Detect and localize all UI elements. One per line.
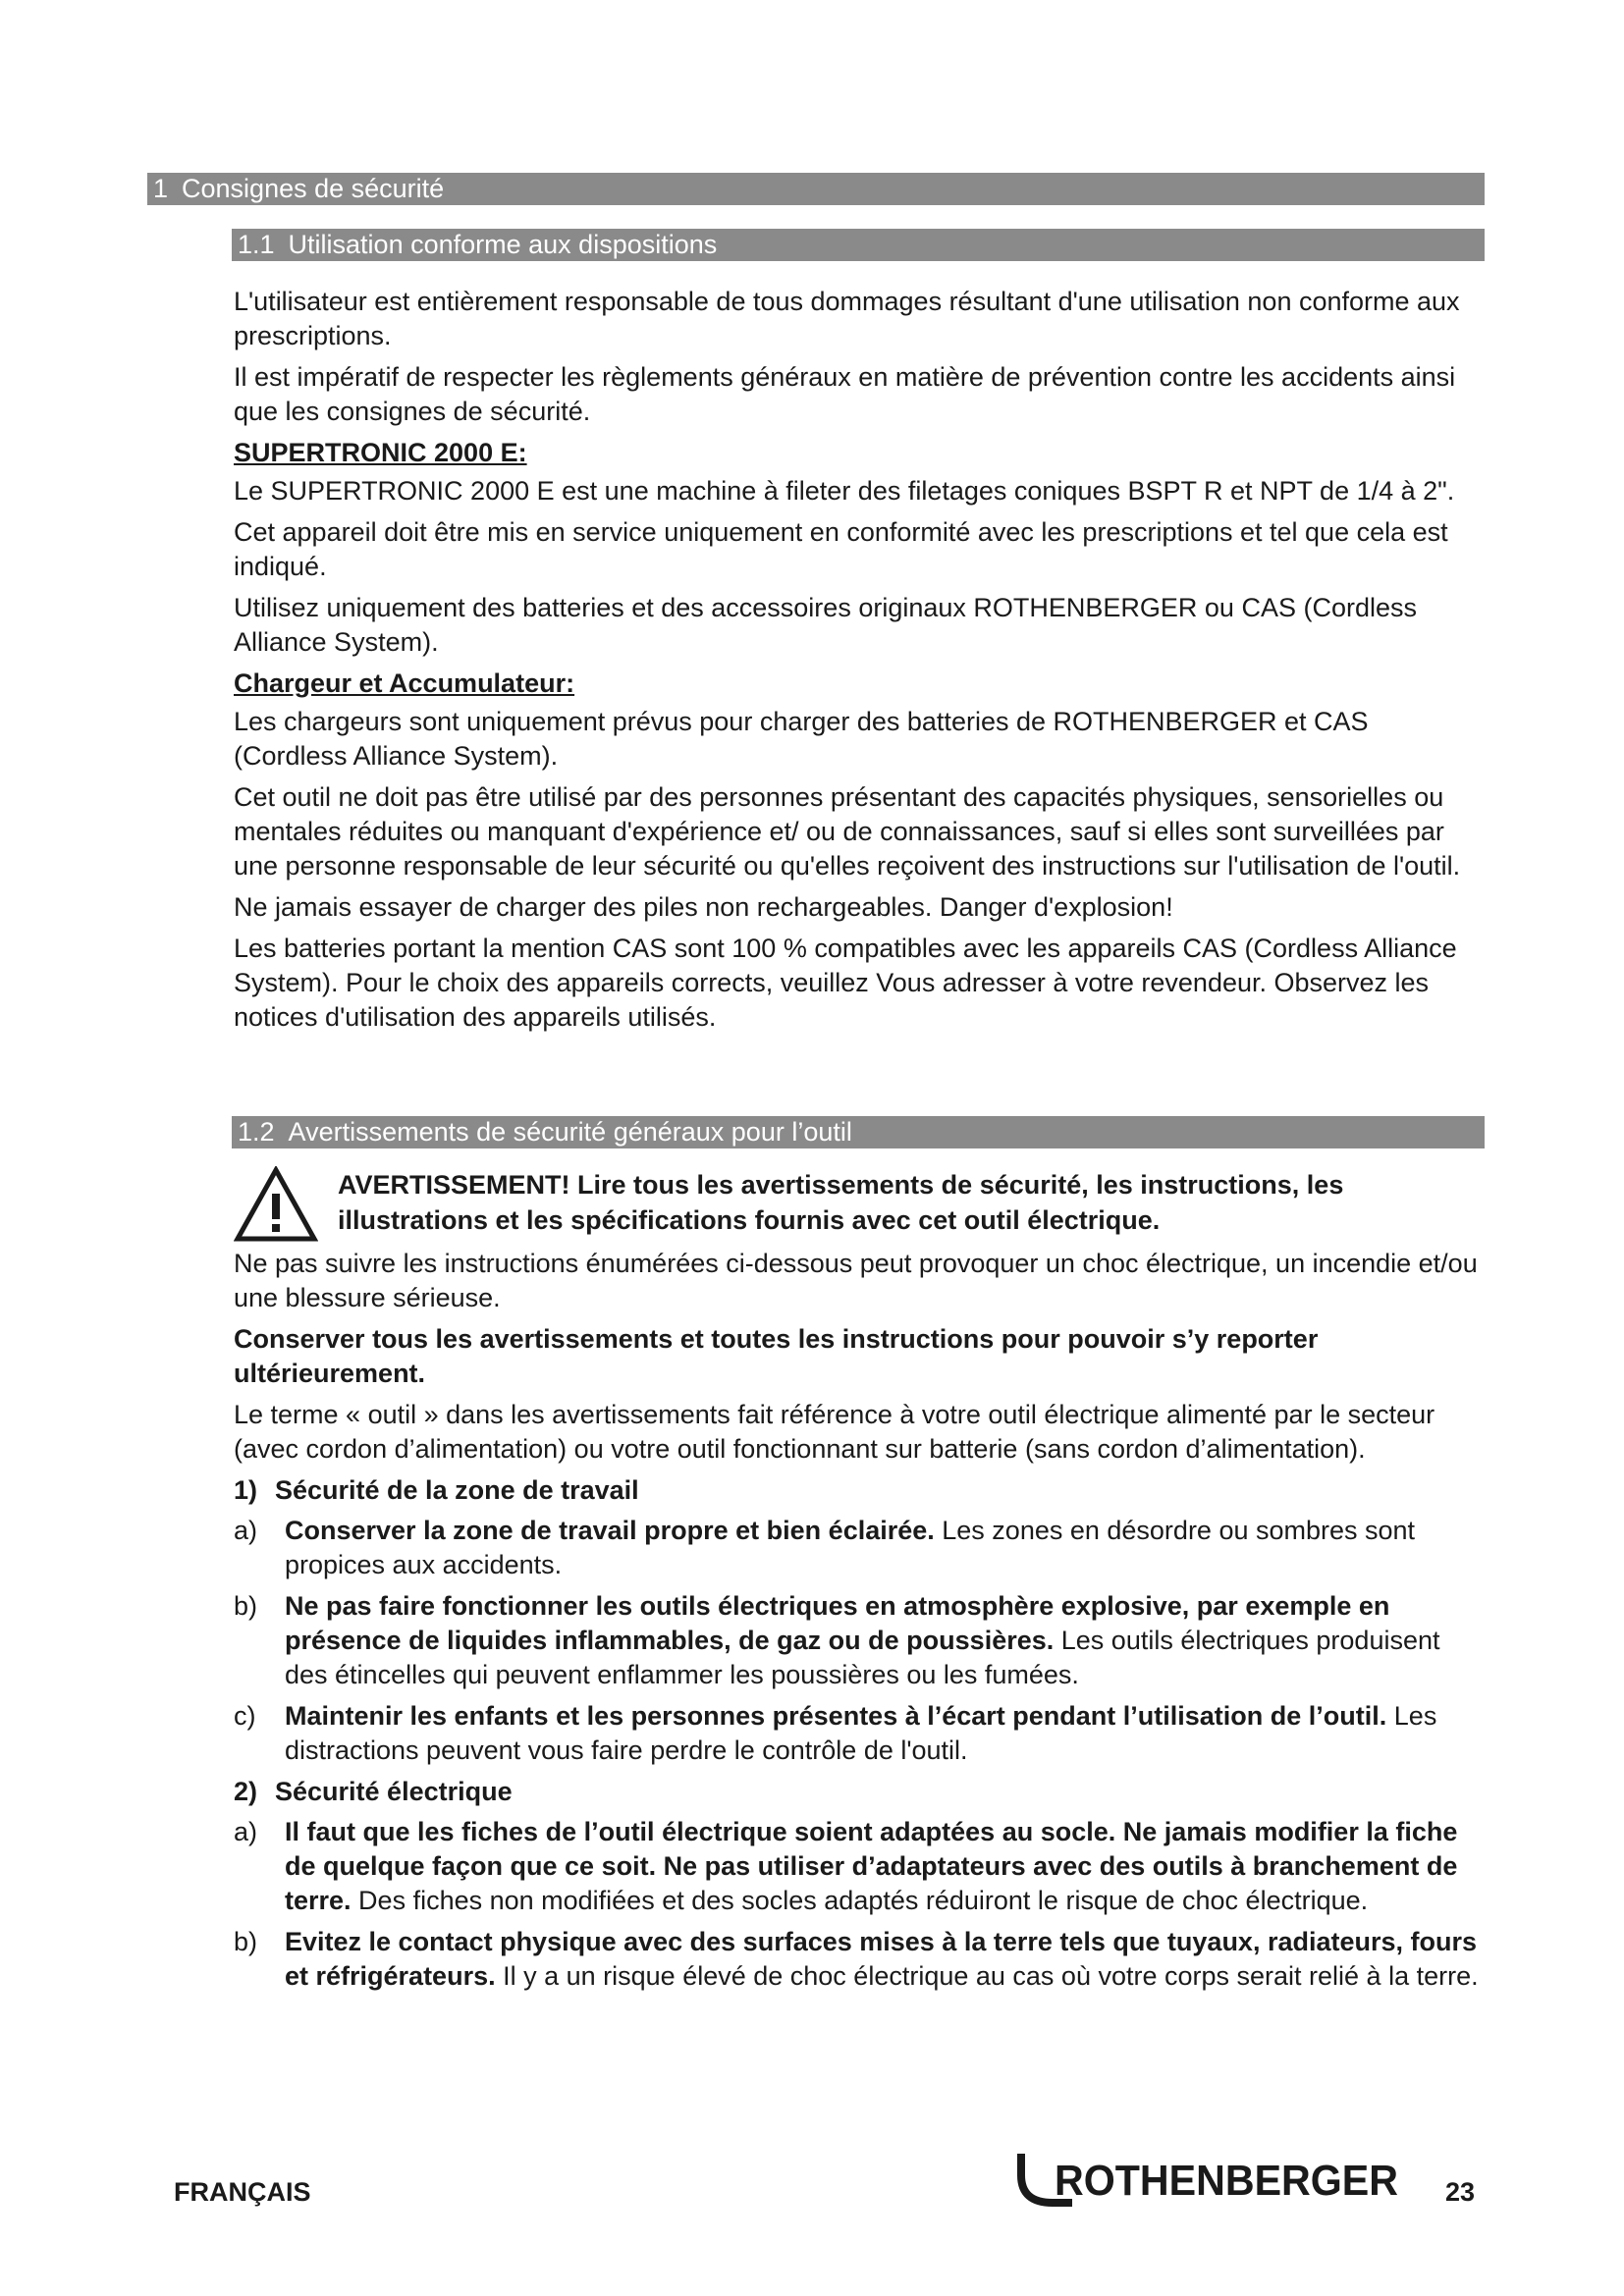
paragraph-bold: Conserver tous les avertissements et toutes les instructions pour pouvoir s’y reporter ultérieurement. <box>234 1324 1319 1388</box>
list-item-bold: Evitez le contact physique avec des surfaces mises à la terre tels que tuyaux, radiateurs, fours et réfrigérateurs. <box>285 1927 1478 1991</box>
section-number: 1.1 <box>238 230 275 259</box>
list-marker: a) <box>234 1817 258 1846</box>
section-1-1-body <box>234 285 1481 1041</box>
subsection-title: Sécurité électrique <box>275 1777 513 1806</box>
paragraph: Le terme « outil » dans les avertissements fait référence à votre outil électrique alimenté par le secteur (avec cordon d’alimentation) ou votre outil fonctionnant sur batterie (sans cordon d’alimentation). <box>234 1400 1435 1464</box>
list-item-bold: Conserver la zone de travail propre et bien éclairée. <box>285 1516 935 1545</box>
section-1-2-body <box>234 1247 1481 2001</box>
list-item <box>234 1514 1481 1582</box>
section-1-1-header <box>232 229 1485 261</box>
list-marker: b) <box>234 1591 258 1621</box>
subheading-chargeur: Chargeur et Accumulateur: <box>234 668 575 698</box>
subheading-supertronic: SUPERTRONIC 2000 E: <box>234 438 527 467</box>
list-item <box>234 1815 1481 1918</box>
paragraph: Il est impératif de respecter les règlements généraux en matière de prévention contre les accidents ainsi que les consignes de sécurité. <box>234 362 1456 426</box>
list-item <box>234 1699 1481 1768</box>
list-item-text: Des fiches non modifiées et des socles adaptés réduiront le risque de choc électrique. <box>351 1886 1369 1915</box>
warning-block <box>234 1166 1481 1243</box>
list-item-text: Les distractions peuvent vous faire perdre le contrôle de l'outil. <box>285 1701 1437 1765</box>
paragraph: Ne jamais essayer de charger des piles non rechargeables. Danger d'explosion! <box>234 892 1173 922</box>
section-1-header <box>147 173 1485 205</box>
section-1-2-header <box>232 1116 1485 1148</box>
subsection-electrical <box>234 1775 1481 1809</box>
section-number: 1 <box>153 174 169 203</box>
subsection-work-area <box>234 1473 1481 1508</box>
list-item-bold: Maintenir les enfants et les personnes présentes à l’écart pendant l’utilisation de l’outil. <box>285 1701 1387 1731</box>
list-item-text: Les zones en désordre ou sombres sont propices aux accidents. <box>285 1516 1416 1579</box>
section-title: Consignes de sécurité <box>182 174 445 203</box>
subsection-number: 2) <box>234 1777 258 1806</box>
section-title: Utilisation conforme aux dispositions <box>288 230 718 259</box>
footer-page-number: 23 <box>1445 2177 1476 2207</box>
footer-language: FRANÇAIS <box>174 2177 311 2207</box>
paragraph: Utilisez uniquement des batteries et des accessoires originaux ROTHENBERGER ou CAS (Cordless Alliance System). <box>234 593 1417 657</box>
subsection-title: Sécurité de la zone de travail <box>275 1475 639 1505</box>
paragraph: L'utilisateur est entièrement responsable de tous dommages résultant d'une utilisation non conforme aux prescriptions. <box>234 287 1460 350</box>
list-marker: a) <box>234 1516 258 1545</box>
paragraph: Cet outil ne doit pas être utilisé par des personnes présentant des capacités physiques, sensorielles ou mentales réduites ou manquant d'expérience et/ ou de connaissances, sauf si elles sont surveillées par une personne responsable de leur sécurité ou qu'elles reçoivent des instructions sur l'utilisation de l'outil. <box>234 782 1461 881</box>
logo-text: ROTHENBERGER <box>1055 2157 1398 2205</box>
warning-triangle-icon <box>234 1166 318 1243</box>
list-item <box>234 1925 1481 1994</box>
subsection-number: 1) <box>234 1475 258 1505</box>
list-item-bold: Il faut que les fiches de l’outil électrique soient adaptées au socle. Ne jamais modifier la fiche de quelque façon que ce soit. Ne pas utiliser d’adaptateurs avec des outils à branchement de terre. <box>285 1817 1458 1915</box>
section-title: Avertissements de sécurité généraux pour l’outil <box>288 1117 852 1147</box>
list-item-text: Il y a un risque élevé de choc électrique au cas où votre corps serait relié à la terre. <box>495 1961 1479 1991</box>
list-item-bold: Ne pas faire fonctionner les outils électriques en atmosphère explosive, par exemple en présence de liquides inflammables, de gaz ou de poussières. <box>285 1591 1390 1655</box>
paragraph: Ne pas suivre les instructions énumérées ci-dessous peut provoquer un choc électrique, un incendie et/ou une blessure sérieuse. <box>234 1249 1478 1312</box>
list-marker: b) <box>234 1927 258 1956</box>
warning-text: AVERTISSEMENT! Lire tous les avertissements de sécurité, les instructions, les illustrations et les spécifications fournis avec cet outil électrique. <box>338 1170 1344 1235</box>
list-marker: c) <box>234 1701 256 1731</box>
paragraph: Le SUPERTRONIC 2000 E est une machine à fileter des filetages coniques BSPT R et NPT de 1/4 à 2". <box>234 476 1455 506</box>
paragraph: Les batteries portant la mention CAS sont 100 % compatibles avec les appareils CAS (Cordless Alliance System). Pour le choix des appareils corrects, veuillez Vous adresser à votre revendeur. Observez les notices d'utilisation des appareils utilisés. <box>234 934 1457 1032</box>
paragraph: Les chargeurs sont uniquement prévus pour charger des batteries de ROTHENBERGER et CAS (Cordless Alliance System). <box>234 707 1369 771</box>
rothenberger-logo <box>1015 2146 1408 2215</box>
section-number: 1.2 <box>238 1117 275 1147</box>
list-item <box>234 1589 1481 1692</box>
list-item-text: Les outils électriques produisent des étincelles qui peuvent enflammer les poussières ou les fumées. <box>285 1626 1440 1689</box>
paragraph: Cet appareil doit être mis en service uniquement en conformité avec les prescriptions et tel que cela est indiqué. <box>234 517 1448 581</box>
